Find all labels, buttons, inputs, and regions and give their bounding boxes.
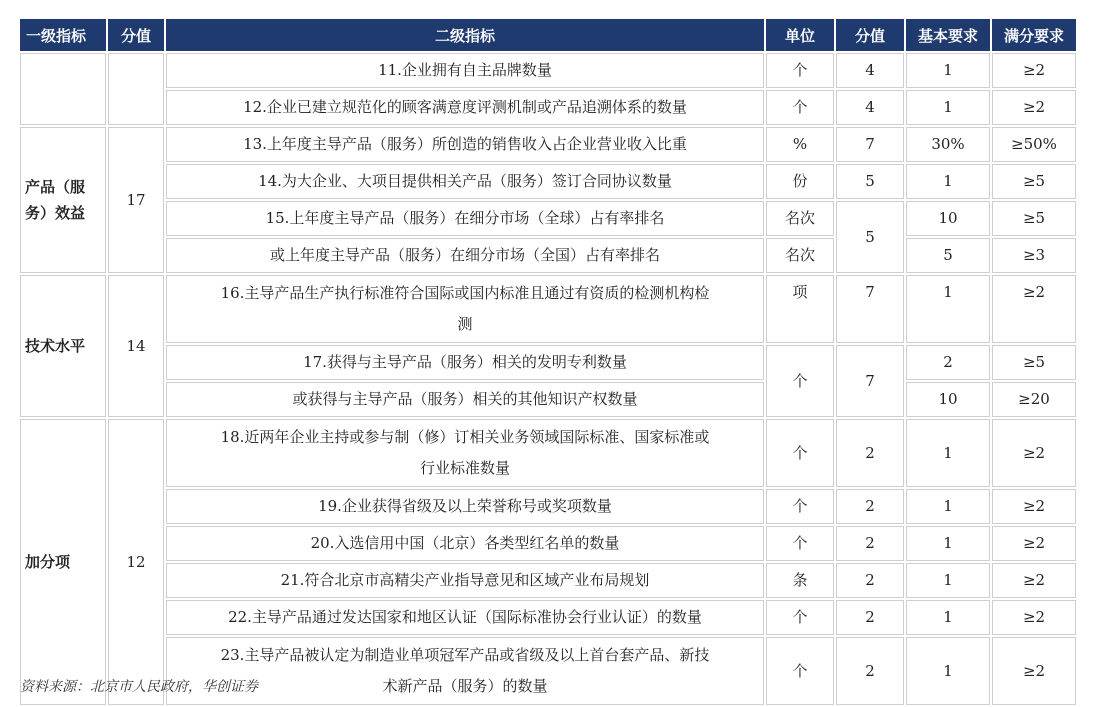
basic-cell: 1 (906, 419, 990, 487)
item-line2: 行业标准数量 (419, 459, 510, 477)
basic-cell: 1 (906, 90, 990, 125)
item-cell: 11.企业拥有自主品牌数量 (166, 53, 764, 88)
full-cell: ≥5 (992, 345, 1076, 380)
table-row (20, 382, 1076, 417)
group-name-tech: 技术水平 (20, 275, 106, 417)
table-row (20, 275, 1076, 343)
basic-cell: 1 (906, 526, 990, 561)
header-basic: 基本要求 (906, 19, 990, 51)
item-cell (166, 275, 764, 343)
unit-cell: 个 (766, 489, 834, 524)
basic-cell: 1 (906, 164, 990, 199)
item-line1: 16.主导产品生产执行标准符合国际或国内标准且通过有资质的检测机构检 (220, 284, 710, 302)
item-line1: 23.主导产品被认定为制造业单项冠军产品或省级及以上首台套产品、新技 (220, 646, 710, 664)
table-row (20, 489, 1076, 524)
header-level2: 二级指标 (166, 19, 764, 51)
source-note: 资料来源：北京市人民政府，华创证券 (20, 679, 258, 695)
full-cell: ≥2 (992, 563, 1076, 598)
full-cell: ≥2 (992, 90, 1076, 125)
table-row (20, 127, 1076, 162)
basic-cell: 1 (906, 53, 990, 88)
group-score-bonus: 12 (108, 419, 164, 705)
header-unit: 单位 (766, 19, 834, 51)
full-cell: ≥2 (992, 53, 1076, 88)
group-score-tech: 14 (108, 275, 164, 417)
item-cell: 21.符合北京市高精尖产业指导意见和区域产业布局规划 (166, 563, 764, 598)
full-cell: ≥2 (992, 275, 1076, 343)
unit-cell: 名次 (766, 201, 834, 236)
unit-cell: 个 (766, 90, 834, 125)
group-name-product (20, 127, 106, 273)
table-row (20, 563, 1076, 598)
group-name-line1: 产品（服 (25, 178, 86, 196)
basic-cell: 1 (906, 275, 990, 343)
score-cell: 2 (836, 526, 904, 561)
full-cell: ≥50% (992, 127, 1076, 162)
table-header-row (20, 19, 1076, 51)
unit-cell: 个 (766, 345, 834, 417)
basic-cell: 10 (906, 201, 990, 236)
score-cell: 7 (836, 345, 904, 417)
table-row (20, 201, 1076, 236)
unit-cell: 个 (766, 419, 834, 487)
item-cell: 19.企业获得省级及以上荣誉称号或奖项数量 (166, 489, 764, 524)
basic-cell: 1 (906, 637, 990, 705)
full-cell: ≥2 (992, 600, 1076, 635)
basic-cell: 10 (906, 382, 990, 417)
basic-cell: 2 (906, 345, 990, 380)
table-row (20, 53, 1076, 88)
table-row (20, 90, 1076, 125)
header-full: 满分要求 (992, 19, 1076, 51)
table-row (20, 345, 1076, 380)
unit-cell: 个 (766, 637, 834, 705)
unit-cell: 项 (766, 275, 834, 343)
full-cell: ≥2 (992, 637, 1076, 705)
score-cell: 7 (836, 275, 904, 343)
score-cell: 5 (836, 201, 904, 273)
group-score-product: 17 (108, 127, 164, 273)
item-cell: 20.入选信用中国（北京）各类型红名单的数量 (166, 526, 764, 561)
header-score2: 分值 (836, 19, 904, 51)
score-cell: 2 (836, 563, 904, 598)
item-cell: 13.上年度主导产品（服务）所创造的销售收入占企业营业收入比重 (166, 127, 764, 162)
unit-cell: 个 (766, 600, 834, 635)
score-cell: 2 (836, 600, 904, 635)
score-cell: 2 (836, 489, 904, 524)
unit-cell: 条 (766, 563, 834, 598)
full-cell: ≥3 (992, 238, 1076, 273)
group-name-bonus: 加分项 (20, 419, 106, 705)
table-row (20, 600, 1076, 635)
header-level1: 一级指标 (20, 19, 106, 51)
full-cell: ≥2 (992, 526, 1076, 561)
basic-cell: 1 (906, 600, 990, 635)
unit-cell: % (766, 127, 834, 162)
item-line2: 测 (457, 315, 473, 333)
group-name-line2: 务）效益 (25, 204, 86, 222)
full-cell: ≥2 (992, 419, 1076, 487)
basic-cell: 1 (906, 563, 990, 598)
indicator-table-container (18, 17, 1074, 707)
item-cell: 15.上年度主导产品（服务）在细分市场（全球）占有率排名 (166, 201, 764, 236)
score-cell: 5 (836, 164, 904, 199)
score-cell: 2 (836, 419, 904, 487)
unit-cell: 个 (766, 526, 834, 561)
item-cell (166, 419, 764, 487)
item-line2: 术新产品（服务）的数量 (382, 677, 548, 695)
score-cell: 4 (836, 53, 904, 88)
table-row (20, 164, 1076, 199)
full-cell: ≥5 (992, 164, 1076, 199)
score-cell: 7 (836, 127, 904, 162)
item-cell: 或获得与主导产品（服务）相关的其他知识产权数量 (166, 382, 764, 417)
table-row (20, 419, 1076, 487)
unit-cell: 个 (766, 53, 834, 88)
full-cell: ≥5 (992, 201, 1076, 236)
score-cell: 2 (836, 637, 904, 705)
basic-cell: 5 (906, 238, 990, 273)
header-score1: 分值 (108, 19, 164, 51)
full-cell: ≥2 (992, 489, 1076, 524)
basic-cell: 1 (906, 489, 990, 524)
item-cell: 12.企业已建立规范化的顾客满意度评测机制或产品追溯体系的数量 (166, 90, 764, 125)
item-cell: 14.为大企业、大项目提供相关产品（服务）签订合同协议数量 (166, 164, 764, 199)
group-empty-cell (20, 53, 106, 125)
unit-cell: 份 (766, 164, 834, 199)
basic-cell: 30% (906, 127, 990, 162)
group-empty-score (108, 53, 164, 125)
item-line1: 18.近两年企业主持或参与制（修）订相关业务领域国际标准、国家标准或 (220, 428, 710, 446)
score-cell: 4 (836, 90, 904, 125)
table-row (20, 526, 1076, 561)
full-cell: ≥20 (992, 382, 1076, 417)
item-cell: 17.获得与主导产品（服务）相关的发明专利数量 (166, 345, 764, 380)
indicator-table (18, 17, 1078, 707)
unit-cell: 名次 (766, 238, 834, 273)
item-cell: 或上年度主导产品（服务）在细分市场（全国）占有率排名 (166, 238, 764, 273)
item-cell: 22.主导产品通过发达国家和地区认证（国际标准协会行业认证）的数量 (166, 600, 764, 635)
table-row (20, 238, 1076, 273)
